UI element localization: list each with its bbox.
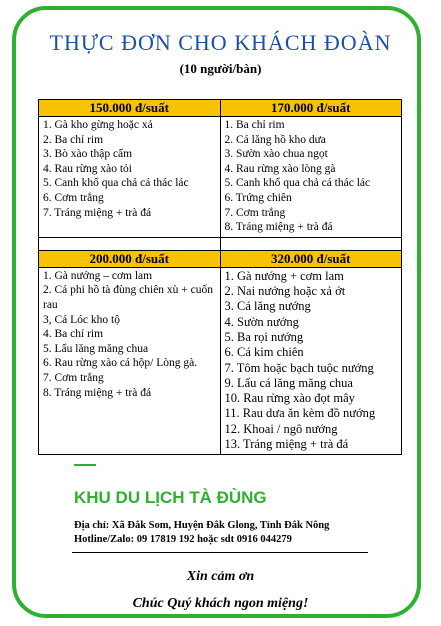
menu-item: 4. Sườn nướng bbox=[224, 314, 299, 329]
menu-item: 5. Lẩu lăng măng chua bbox=[43, 342, 149, 355]
menu-item: 6. Rau rừng xào cá hộp/ Lòng gà. bbox=[43, 357, 198, 370]
menu-item: 12. Khoai / ngô nướng bbox=[224, 421, 338, 436]
menu-item: 2. Cá phi hồ tà đùng chiên xù + cuốn rau bbox=[43, 284, 214, 311]
menu-item: 5. Ba rọi nướng bbox=[224, 329, 304, 344]
wish-text: Chúc Quý khách ngon miệng! bbox=[132, 596, 309, 611]
hotline-line: Hotline/Zalo: 09 17819 192 hoặc sdt 0916 044279 bbox=[74, 534, 292, 545]
menu-item: 7. Tráng miệng + trà đá bbox=[43, 206, 152, 219]
menu-items-200k bbox=[39, 268, 220, 402]
menu-item: 11. Rau dưa ăn kèm đồ nướng bbox=[224, 406, 376, 421]
green-dash bbox=[74, 464, 96, 466]
divider bbox=[72, 552, 368, 553]
menu-item: 3. Bò xào thập cẩm bbox=[43, 148, 133, 161]
menu-item: 7. Cơm trắng bbox=[43, 371, 104, 384]
price-header: 200.000 đ/suất bbox=[39, 251, 220, 268]
menu-item: 5. Canh khổ qua chả cá thác lác bbox=[43, 177, 189, 190]
menu-cell-150k bbox=[39, 100, 221, 238]
menu-items-150k bbox=[39, 117, 220, 222]
menu-item: 2. Cá lăng hồ kho dưa bbox=[224, 133, 326, 146]
menu-item: 13. Tráng miệng + trà đá bbox=[224, 437, 349, 452]
price-header: 320.000 đ/suất bbox=[221, 251, 402, 268]
address-line: Địa chỉ: Xã Đắk Som, Huyện Đắk Glong, Tỉnh Đắk Nông bbox=[74, 520, 330, 531]
menu-items-170k bbox=[221, 117, 402, 237]
spacer-cell bbox=[39, 237, 221, 250]
menu-item: 5. Canh khổ qua chả cá thác lác bbox=[224, 177, 371, 190]
menu-item: 2. Nai nướng hoặc xả ớt bbox=[224, 284, 346, 299]
menu-item: 8. Tráng miệng + trà đá bbox=[224, 221, 333, 234]
contact-block bbox=[74, 519, 329, 547]
menu-table bbox=[38, 99, 402, 455]
menu-item: 2. Ba chỉ rim bbox=[43, 133, 104, 146]
menu-item: 6. Cá kim chiên bbox=[224, 345, 304, 360]
menu-item: 9. Lẩu cá lăng măng chua bbox=[224, 375, 353, 390]
menu-item: 3. Sườn xào chua ngọt bbox=[224, 148, 328, 161]
menu-item: 7. Tôm hoặc bạch tuộc nướng bbox=[224, 360, 374, 375]
menu-item: 1. Ba chỉ rim bbox=[224, 119, 285, 131]
menu-item: 1. Gà nướng – cơm lam bbox=[43, 269, 153, 282]
price-header: 150.000 đ/suất bbox=[39, 100, 220, 117]
menu-item: 4. Ba chỉ rim bbox=[43, 328, 104, 341]
menu-items-320k bbox=[221, 268, 402, 455]
resort-name: KHU DU LỊCH TÀ ĐÙNG bbox=[74, 488, 267, 507]
spacer-cell bbox=[220, 237, 402, 250]
menu-item: 8. Tráng miệng + trà đá bbox=[43, 386, 152, 399]
menu-item: 1. Gà nướng + cơm lam bbox=[224, 268, 344, 283]
menu-item: 6. Cơm trắng bbox=[43, 191, 104, 204]
menu-item: 3. Cá lăng nướng bbox=[224, 299, 311, 314]
price-header: 170.000 đ/suất bbox=[221, 100, 402, 117]
menu-item: 3, Cá Lóc kho tộ bbox=[43, 313, 120, 326]
menu-item: 4. Rau rừng xào lòng gà bbox=[224, 162, 336, 175]
menu-item: 4. Rau rừng xào tỏi bbox=[43, 162, 132, 175]
menu-cell-200k bbox=[39, 250, 221, 455]
menu-title: THỰC ĐƠN CHO KHÁCH ĐOÀN bbox=[49, 30, 392, 55]
menu-subtitle: (10 người/bàn) bbox=[179, 61, 262, 76]
thanks-text: Xin cảm ơn bbox=[186, 569, 255, 584]
menu-item: 10. Rau rừng xào đọt mây bbox=[224, 391, 355, 406]
menu-item: 1. Gà kho gừng hoặc xả bbox=[43, 119, 153, 131]
menu-cell-320k bbox=[220, 250, 402, 455]
menu-item: 7. Cơm trắng bbox=[224, 206, 286, 219]
menu-cell-170k bbox=[220, 100, 402, 238]
menu-item: 6. Trứng chiên bbox=[224, 191, 292, 204]
